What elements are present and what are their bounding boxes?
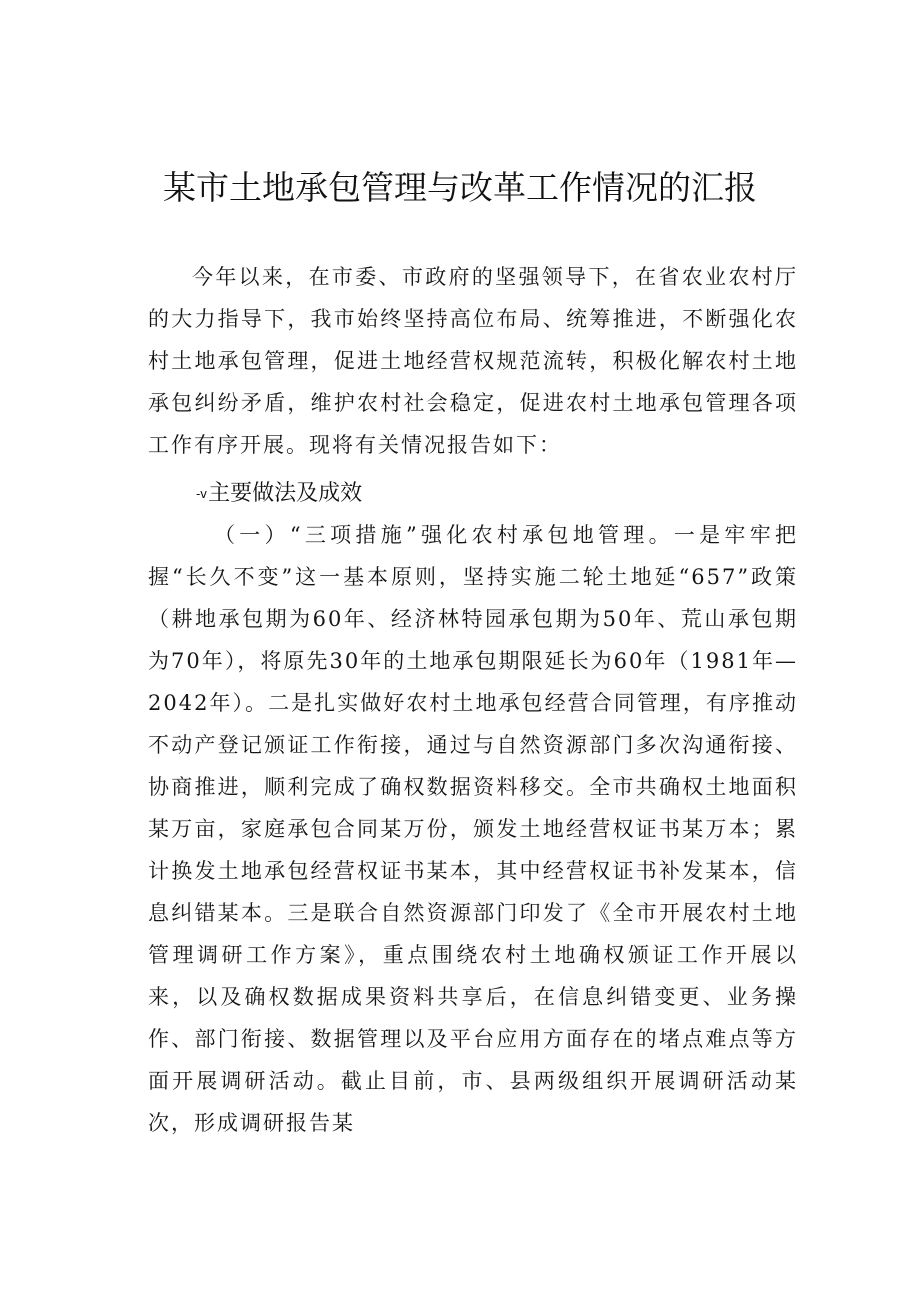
body-paragraph-1: （一）“三项措施”强化农村承包地管理。一是牢牢把握“长久不变”这一基本原则，坚持实施二轮土地延“657”政策（耕地承包期为60年、经济林特园承包期为50年、荒山承包期为70年），将原先30年的土地承包期限延长为60年（1981年—2042年）。二是扎实做好农村土地承包经营合同管理，有序推动不动产登记颁证工作衔接，通过与自然资源部门多次沟通衔接、协商推进，顺利完成了确权数据资料移交。全市共确权土地面积某万亩，家庭承包合同某万份，颁发土地经营权证书某万本；累计换发土地承包经营权证书某本，其中经营权证书补发某本，信息纠错某本。三是联合自然资源部门印发了《全市开展农村土地管理调研工作方案》，重点围绕农村土地确权颁证工作开展以来，以及确权数据成果资料共享后，在信息纠错变更、业务操作、部门衔接、数据管理以及平台应用方面存在的堵点难点等方面开展调研活动。截止目前，市、县两级组织开展调研活动某次，形成调研报告某 [148,523,798,1135]
section-heading-1 [196,476,362,512]
intro-paragraph: 今年以来，在市委、市政府的坚强领导下，在省农业农村厅的大力指导下，我市始终坚持高位布局、统筹推进，不断强化农村土地承包管理，促进土地经营权规范流转，积极化解农村土地承包纠纷矛盾，维护农村社会稳定，促进农村土地承包管理各项工作有序开展。现将有关情况报告如下： [148,265,798,457]
section-heading-text: 主要做法及成效 [208,481,363,506]
section-marker: -v [196,487,208,501]
document-title: 某市土地承包管理与改革工作情况的汇报 [163,168,757,207]
